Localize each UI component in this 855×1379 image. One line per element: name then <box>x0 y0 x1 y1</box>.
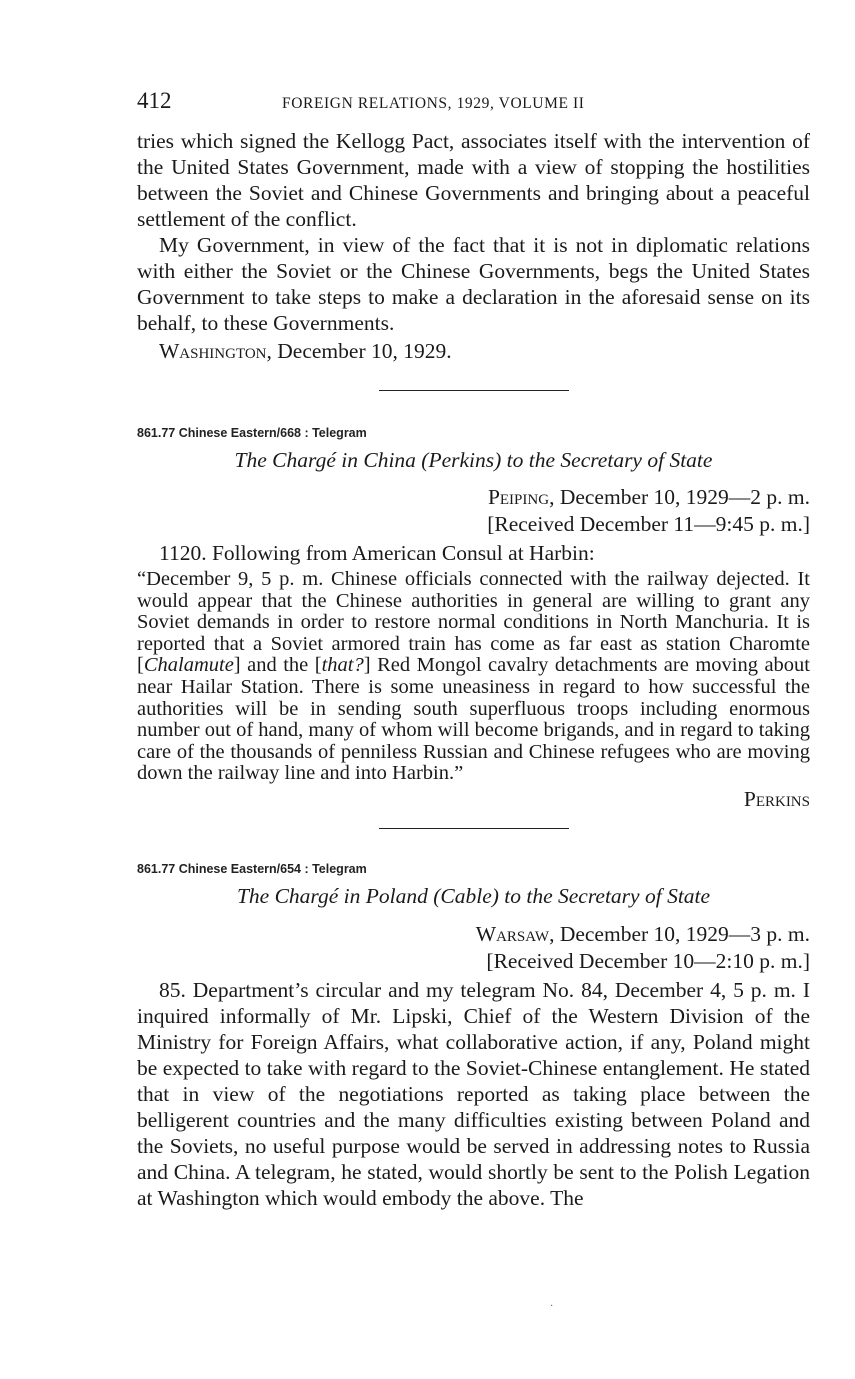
doc1-date: , December 10, 1929. <box>266 339 452 363</box>
doc1-place-date <box>137 338 810 364</box>
doc2-dateline <box>137 484 810 511</box>
doc3-date: , December 10, 1929—3 p. m. <box>549 921 810 946</box>
doc3-body: 85. Department’s circular and my telegram No. 84, December 4, 5 p. m. I inquired informally of Mr. Lipski, Chief of the Western Division of the Ministry for Foreign Affairs, what collaborative action, if any, Poland might be expected to take with regard to the Soviet-Chinese entanglement. He stated that in view of the negotiations reported as taking place between the belligerent countries and the many difficulties existing between Poland and the Soviets, no useful purpose would be served in addressing notes to Russia and China. A telegram, he stated, would shortly be sent to the Polish Legation at Washington which would embody the above. The <box>137 977 810 1210</box>
doc3-dateline <box>137 921 810 948</box>
doc2-intro: 1120. Following from American Consul at Harbin: <box>159 541 595 565</box>
doc2-title: The Chargé in China (Perkins) to the Secretary of State <box>234 448 713 472</box>
doc2-signature: Perkins <box>743 786 810 811</box>
doc2-date: , December 10, 1929—2 p. m. <box>549 485 810 509</box>
quote-text: ] and the [ <box>233 654 322 677</box>
quote-correction: that? <box>321 654 364 677</box>
doc1-paragraph-2: My Government, in view of the fact that it is not in diplomatic relations with either the Soviet or the Chinese Governments, begs the United States Government to take steps to make a declaration in the aforesaid sense on its behalf, to these Governments. <box>137 233 810 335</box>
section-divider-2 <box>379 828 569 829</box>
doc3-place: Warsaw <box>475 921 550 946</box>
doc3-title: The Chargé in Poland (Cable) to the Secretary of State <box>236 883 711 908</box>
doc2-file-reference: 861.77 Chinese Eastern/668 : Telegram <box>137 426 367 440</box>
quote-text: ] Red Mongol cavalry detachments are moving about near Hailar Station. There is some uneasiness in regard to how successful the authorities will be in sending south superfluous troops including enormous number out of hand, many of whom will become brigands, and in regard to taking care of the thousands of penniless Russian and Chinese refugees who are moving down the railway line and into Harbin.” <box>137 654 811 785</box>
doc3-file-reference: 861.77 Chinese Eastern/654 : Telegram <box>137 861 367 876</box>
doc2-place: Peiping <box>487 485 550 509</box>
doc1-place: Washington <box>159 339 267 363</box>
doc1-paragraph-1: tries which signed the Kellogg Pact, associates itself with the intervention of the United States Government, made with a view of stopping the hostilities between the Soviet and Chinese Governments and bringing about a peaceful settlement of the conflict. <box>137 129 810 231</box>
section-divider-1 <box>379 390 569 391</box>
page-number: 412 <box>137 88 172 113</box>
doc3-received: [Received December 10—2:10 p. m.] <box>486 948 810 973</box>
quote-correction: Chalamute <box>143 654 234 677</box>
doc2-quoted-message <box>137 569 810 785</box>
running-title: FOREIGN RELATIONS, 1929, VOLUME II <box>282 95 585 112</box>
running-head <box>137 88 810 120</box>
document-page <box>137 88 810 1211</box>
doc2-received: [Received December 11—9:45 p. m.] <box>487 512 810 536</box>
quote-text: “December 9, 5 p. m. Chinese officials connected with the railway dejected. It would appear that the Chinese authorities in general are willing to grant any Soviet demands in order to restore normal conditions in North Manchuria. It is reported that a Soviet armored train has come as far east as station Charomte [ <box>137 568 810 677</box>
page-mark-dot: · <box>550 1301 554 1312</box>
